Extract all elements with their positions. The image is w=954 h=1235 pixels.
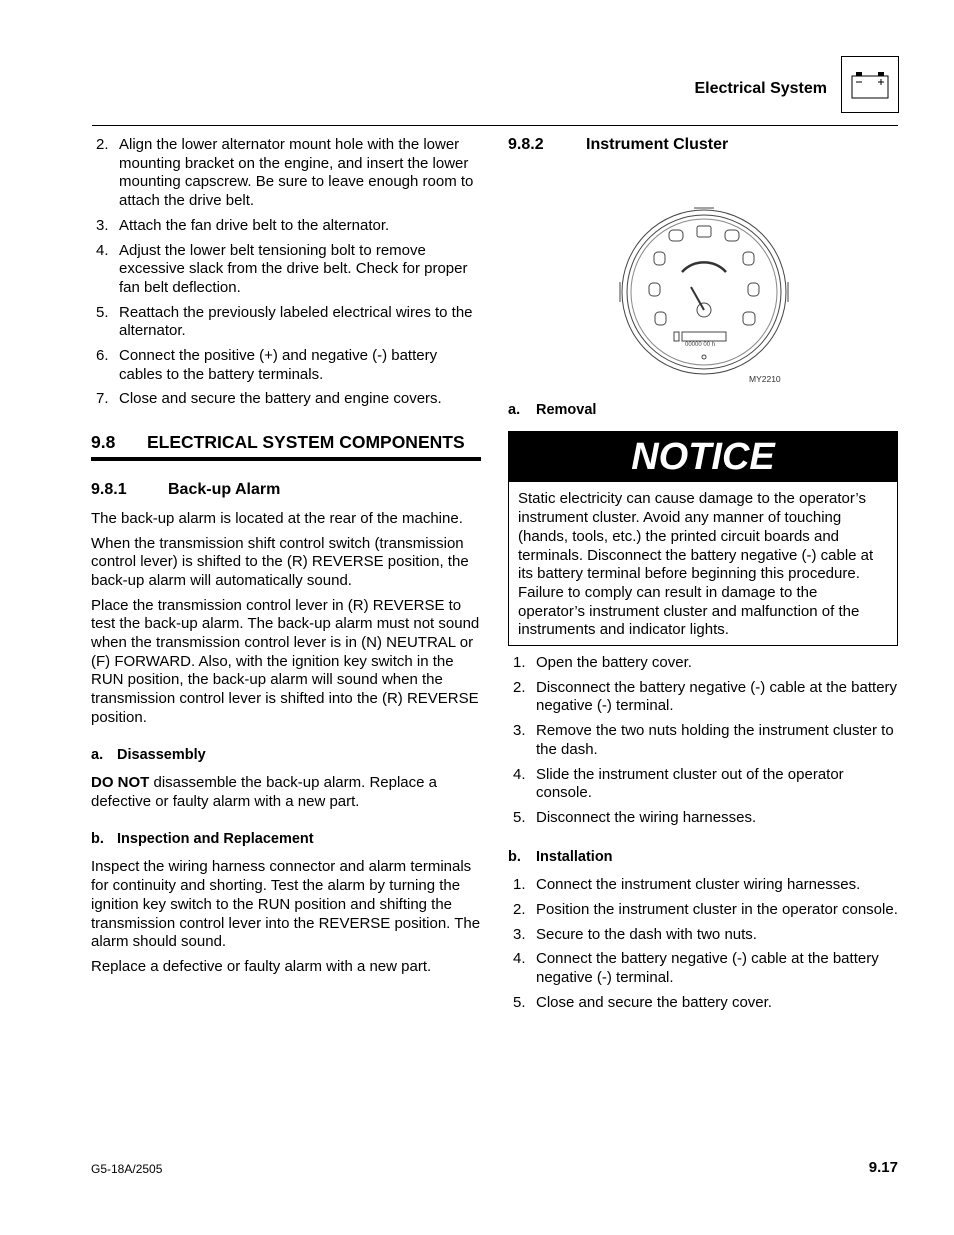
removal-steps [508,654,898,828]
list-item: 5. Disconnect the wiring harnesses. [513,808,757,826]
footer-page-number: 9.17 [868,1159,898,1176]
list-item: 5. Reattach the previously labeled electrical wires to the alternator. [96,303,473,340]
paragraph: Replace a defective or faulty alarm with a new part. [91,957,432,975]
list-item: 3. Attach the fan drive belt to the alternator. [96,216,390,234]
instrument-cluster-illustration [508,165,898,380]
figure-id-label: MY2210 [749,373,781,384]
right-column [508,136,898,1019]
notice-box [508,431,898,646]
subsection-heading-instrument-cluster: 9.8.2 Instrument Cluster [508,136,729,153]
footer-doc-id: G5-18A/2505 [91,1162,163,1176]
reassembly-steps [91,136,481,409]
notice-title: NOTICE [509,432,897,482]
list-item: 2. Position the instrument cluster in the operator console. [513,901,898,919]
list-item: 4. Adjust the lower belt tensioning bolt to remove excessive slack from the drive belt. Check for proper fan belt deflection. [96,241,468,296]
list-item: 4. Slide the instrument cluster out of the operator console. [513,765,844,802]
notice-text: Static electricity can cause damage to the operator’s instrument cluster. Avoid any manner of touching (hands, tools, etc.) the printed circuit boards and terminals. Disconnect the battery negative (-) cable at its battery terminal before beginning this procedure. Failure to comply can result in damage to the operator’s instrument cluster and malfunction of the instruments and indicator lights. [518,490,874,639]
removal-heading: a. Removal [508,401,597,418]
list-item: 5. Close and secure the battery cover. [513,993,772,1011]
subsection-heading-backup-alarm: 9.8.1 Back-up Alarm [91,481,281,499]
installation-steps [508,876,898,1012]
left-column [91,136,481,983]
list-item: 3. Secure to the dash with two nuts. [513,925,757,943]
list-item: 1. Open the battery cover. [513,654,692,672]
paragraph: Inspect the wiring harness connector and alarm terminals for continuity and shorting. Test the alarm by turning the ignition key switch to the RUN position and shifting the transmission control lever into the REVERSE position. The alarm should sound. [91,858,481,951]
disassembly-heading: a. Disassembly [91,746,206,763]
installation-heading: b. Installation [508,848,613,865]
section-heading: 9.8 ELECTRICAL SYSTEM COMPONENTS [91,431,481,461]
paragraph: The back-up alarm is located at the rear of the machine. [91,509,463,527]
instrument-cluster-figure [508,165,898,385]
battery-icon [841,56,899,113]
list-item: 4. Connect the battery negative (-) cable at the battery negative (-) terminal. [513,950,879,987]
list-item: 6. Connect the positive (+) and negative (-) battery cables to the battery terminals. [96,347,438,383]
disassembly-paragraph: DO NOT disassemble the back-up alarm. Replace a defective or faulty alarm with a new part. [91,774,437,810]
list-item: 2. Align the lower alternator mount hole with the lower mounting bracket on the engine, and insert the lower mounting capscrew. Be sure to leave enough room to attach the drive belt. [96,136,474,210]
hour-meter-readout: 00000 00 h [685,341,716,348]
paragraph: Place the transmission control lever in (R) REVERSE to test the back-up alarm. The back-up alarm must not sound when the transmission control lever is in (N) NEUTRAL or (F) FORWARD. Also, with the ignition key switch in the RUN position, the back-up alarm will sound when the transmission control lever is shifted into the (R) REVERSE position. [91,596,480,726]
paragraph: When the transmission shift control switch (transmission control lever) is shifted to the (R) REVERSE position, the back-up alarm will automatically sound. [91,534,469,589]
list-item: 7. Close and secure the battery and engine covers. [96,390,442,408]
list-item: 3. Remove the two nuts holding the instrument cluster to the dash. [513,722,894,758]
header-section-title: Electrical System [694,80,827,97]
header-rule [92,125,898,126]
list-item: 2. Disconnect the battery negative (-) cable at the battery negative (-) terminal. [513,678,898,715]
list-item: 1. Connect the instrument cluster wiring harnesses. [513,876,861,894]
inspection-heading: b. Inspection and Replacement [91,830,314,847]
